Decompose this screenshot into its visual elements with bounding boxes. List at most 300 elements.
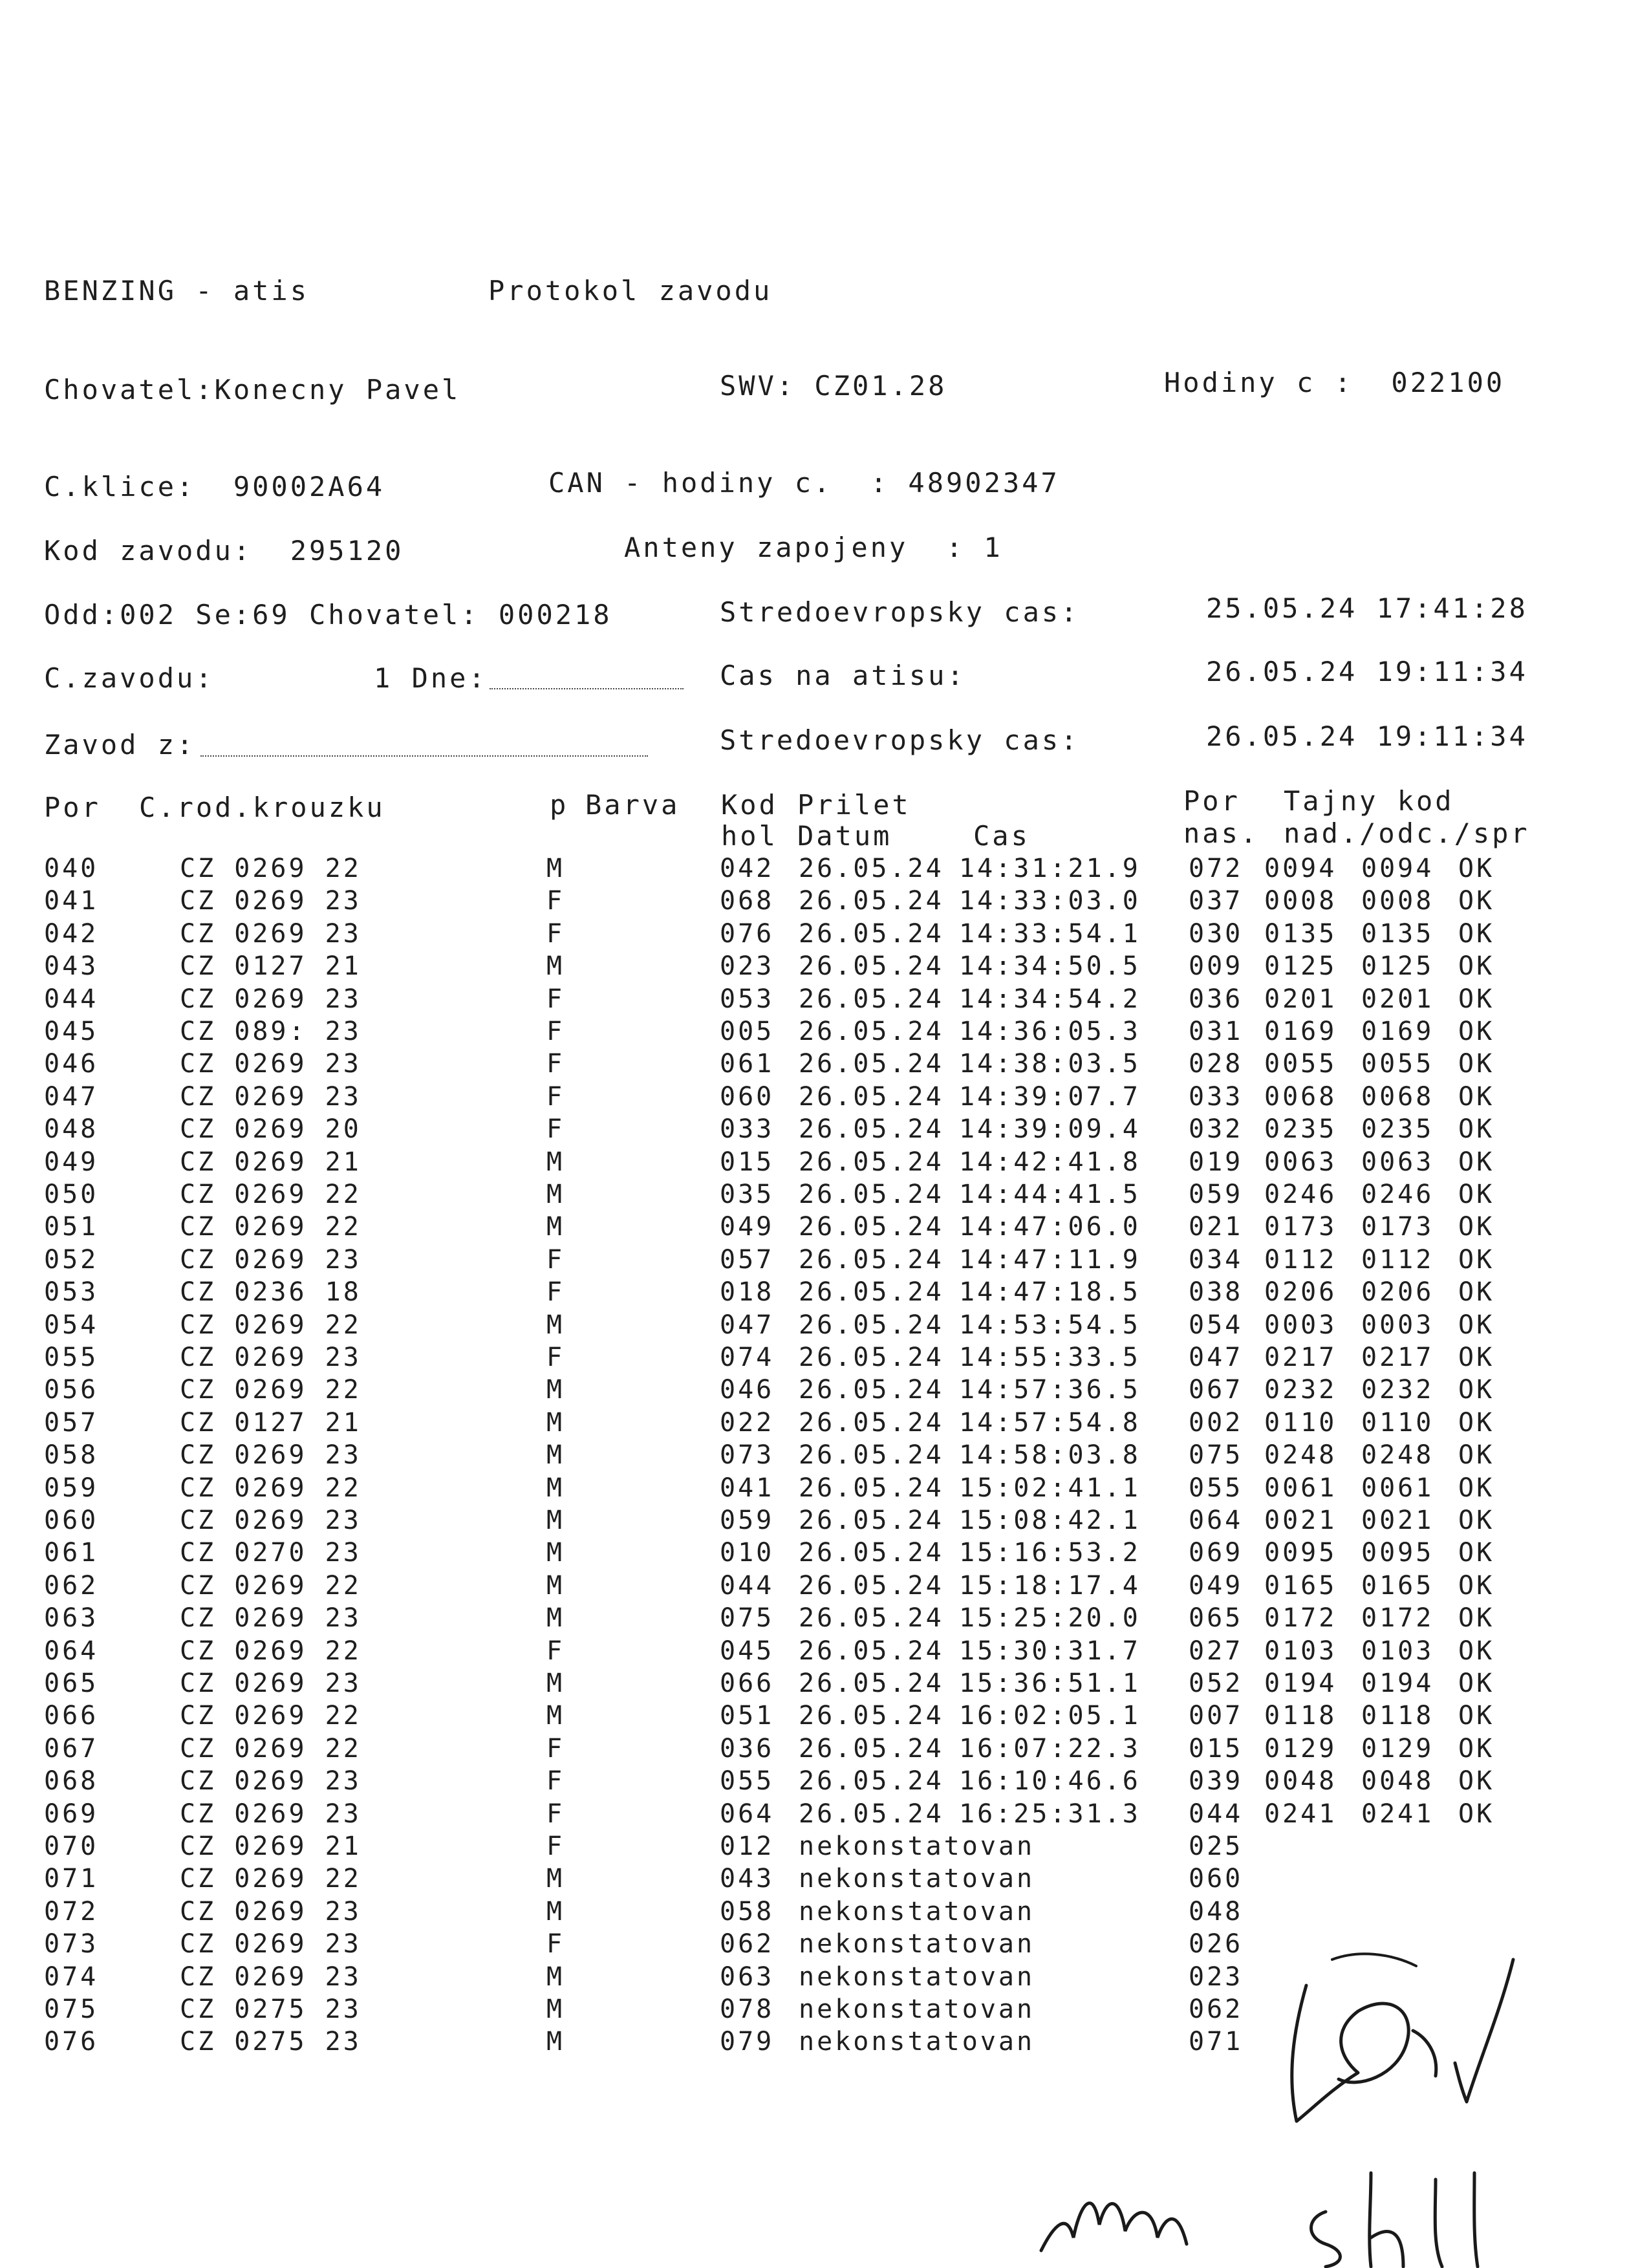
cell-nas: 075 — [1189, 1440, 1244, 1471]
cell-odc: 0217 — [1361, 1343, 1434, 1372]
cell-por: 046 — [44, 1049, 99, 1079]
cell-sex: M — [546, 1669, 565, 1698]
cell-spr: OK — [1458, 1180, 1495, 1209]
cell-por: 044 — [44, 984, 99, 1014]
cell-nas: 033 — [1189, 1081, 1244, 1112]
cell-ring: CZ 0269 20 — [180, 1114, 361, 1145]
cell-date: 26.05.24 — [799, 1343, 944, 1372]
cell-nad: 0112 — [1264, 1244, 1337, 1275]
cell-sex: F — [546, 918, 565, 949]
cell-time: 15:02:41.1 — [959, 1473, 1141, 1503]
cell-sex: M — [546, 1864, 565, 1894]
cell-sex: F — [546, 1049, 565, 1079]
cell-sex: M — [546, 1701, 565, 1731]
cell-time: 14:47:11.9 — [959, 1244, 1141, 1275]
cell-spr: OK — [1458, 1538, 1495, 1568]
cell-kod: 015 — [720, 1147, 775, 1177]
cell-time: 14:33:54.1 — [959, 918, 1141, 949]
cell-date: nekonstatovan — [799, 1929, 1035, 1960]
cell-kod: 060 — [720, 1081, 775, 1112]
cell-ring: CZ 0269 23 — [180, 1669, 361, 1698]
cell-date: 26.05.24 — [799, 854, 944, 883]
cell-date: nekonstatovan — [799, 1994, 1035, 2024]
column-header-ring: C.rod.krouzku — [139, 792, 385, 823]
cell-ring: CZ 0269 23 — [180, 1929, 361, 1960]
cell-date: 26.05.24 — [799, 1017, 944, 1046]
cell-kod: 018 — [720, 1277, 775, 1308]
cell-spr: OK — [1458, 1733, 1495, 1764]
cell-nad: 0068 — [1264, 1081, 1337, 1112]
race-from-label: Zavod z: — [44, 729, 196, 761]
cell-ring: CZ 0269 23 — [180, 1766, 361, 1797]
cell-odc: 0194 — [1361, 1669, 1434, 1698]
cell-time: 14:57:36.5 — [959, 1375, 1141, 1405]
cell-time: 15:18:17.4 — [959, 1570, 1141, 1601]
cell-date: 26.05.24 — [799, 886, 944, 916]
cell-por: 040 — [44, 854, 99, 883]
cell-sex: F — [546, 1081, 565, 1112]
cell-odc: 0201 — [1361, 984, 1434, 1014]
cell-sex: F — [546, 1636, 565, 1666]
cell-sex: M — [546, 1603, 565, 1634]
cell-time: 15:08:42.1 — [959, 1506, 1141, 1535]
cell-nas: 026 — [1189, 1929, 1244, 1960]
cell-spr: OK — [1458, 1798, 1495, 1829]
cell-por: 064 — [44, 1636, 99, 1666]
cell-nas: 071 — [1189, 2027, 1244, 2057]
cell-ring: CZ 0269 23 — [180, 1603, 361, 1634]
cell-ring: CZ 0269 21 — [180, 1831, 361, 1861]
cell-nad: 0194 — [1264, 1669, 1337, 1698]
cell-por: 054 — [44, 1310, 99, 1340]
cell-sex: F — [546, 1831, 565, 1861]
column-header-por-nas: nas. — [1183, 817, 1260, 849]
cell-odc: 0061 — [1361, 1473, 1434, 1503]
cell-ring: CZ 0269 22 — [180, 1733, 361, 1764]
cell-odc: 0110 — [1361, 1407, 1434, 1438]
cell-odc: 0112 — [1361, 1244, 1434, 1275]
cet-label-start: Stredoevropsky cas: — [720, 596, 1080, 628]
cell-date: 26.05.24 — [799, 1603, 944, 1634]
cell-por: 063 — [44, 1603, 99, 1634]
cell-por: 076 — [44, 2027, 99, 2057]
breeder-name: Chovatel:Konecny Pavel — [44, 374, 461, 405]
cell-por: 057 — [44, 1407, 99, 1438]
column-header-secret: Tajny kod — [1284, 785, 1454, 817]
cell-odc: 0118 — [1361, 1701, 1434, 1731]
cell-nad: 0048 — [1264, 1766, 1337, 1797]
cell-kod: 036 — [720, 1733, 775, 1764]
cell-kod: 064 — [720, 1798, 775, 1829]
cell-odc: 0003 — [1361, 1310, 1434, 1340]
cell-time: 14:31:21.9 — [959, 854, 1141, 883]
cell-date: 26.05.24 — [799, 1147, 944, 1177]
cell-nad: 0169 — [1264, 1017, 1337, 1046]
cell-date: nekonstatovan — [799, 1961, 1035, 1992]
cell-por: 062 — [44, 1570, 99, 1601]
cell-kod: 005 — [720, 1017, 775, 1046]
cell-kod: 047 — [720, 1310, 775, 1340]
cell-kod: 073 — [720, 1440, 775, 1471]
cell-ring: CZ 0269 22 — [180, 1473, 361, 1503]
cell-kod: 078 — [720, 1994, 775, 2024]
cell-spr: OK — [1458, 1049, 1495, 1079]
cell-por: 059 — [44, 1473, 99, 1503]
cell-spr: OK — [1458, 1603, 1495, 1634]
cell-por: 068 — [44, 1766, 99, 1797]
cell-sex: F — [546, 984, 565, 1014]
cell-nas: 067 — [1189, 1375, 1244, 1405]
cell-date: 26.05.24 — [799, 1766, 944, 1797]
cell-date: nekonstatovan — [799, 1831, 1035, 1861]
cell-nad: 0129 — [1264, 1733, 1337, 1764]
cell-sex: M — [546, 1440, 565, 1471]
cell-spr: OK — [1458, 1147, 1495, 1177]
cell-nad: 0135 — [1264, 918, 1337, 949]
cell-sex: F — [546, 1114, 565, 1145]
cell-time: 16:02:05.1 — [959, 1701, 1141, 1731]
cell-ring: CZ 0127 21 — [180, 1407, 361, 1438]
cell-ring: CZ 0269 23 — [180, 1961, 361, 1992]
cell-ring: CZ 0127 21 — [180, 951, 361, 982]
clock-number: Hodiny c : 022100 — [1164, 367, 1505, 398]
cell-date: 26.05.24 — [799, 1636, 944, 1666]
cell-spr: OK — [1458, 1570, 1495, 1601]
cell-ring: CZ 0269 23 — [180, 918, 361, 949]
cell-nad: 0110 — [1264, 1407, 1337, 1438]
cell-time: 16:25:31.3 — [959, 1798, 1141, 1829]
cell-date: 26.05.24 — [799, 1375, 944, 1405]
cell-ring: CZ 0269 23 — [180, 1798, 361, 1829]
signature-lower — [1022, 2160, 1604, 2268]
column-header-kod-hol: hol — [721, 820, 778, 852]
cell-sex: M — [546, 1310, 565, 1340]
cell-nas: 007 — [1189, 1701, 1244, 1731]
cell-odc: 0021 — [1361, 1506, 1434, 1535]
cell-ring: CZ 0269 22 — [180, 1864, 361, 1894]
cell-nas: 034 — [1189, 1244, 1244, 1275]
cell-por: 043 — [44, 951, 99, 982]
cell-por: 069 — [44, 1798, 99, 1829]
cell-nas: 009 — [1189, 951, 1244, 982]
cell-sex: F — [546, 1798, 565, 1829]
cell-odc: 0048 — [1361, 1766, 1434, 1797]
cell-por: 049 — [44, 1147, 99, 1177]
cell-nad: 0246 — [1264, 1180, 1337, 1209]
cell-odc: 0172 — [1361, 1603, 1434, 1634]
column-header-color: Barva — [585, 789, 680, 821]
cell-date: nekonstatovan — [799, 1864, 1035, 1894]
cell-nad: 0021 — [1264, 1506, 1337, 1535]
cell-ring: CZ 0269 23 — [180, 1244, 361, 1275]
signature-upper — [1261, 1940, 1533, 2154]
cell-time: 14:34:54.2 — [959, 984, 1141, 1014]
cell-nad: 0172 — [1264, 1603, 1337, 1634]
cell-kod: 066 — [720, 1669, 775, 1698]
cell-date: 26.05.24 — [799, 1212, 944, 1242]
cell-spr: OK — [1458, 1277, 1495, 1308]
cell-date: 26.05.24 — [799, 1114, 944, 1145]
key-number: C.klice: 90002A64 — [44, 471, 385, 502]
column-header-cas: Cas — [973, 820, 1030, 852]
cell-sex: F — [546, 1929, 565, 1960]
cell-por: 045 — [44, 1017, 99, 1046]
cell-por: 055 — [44, 1343, 99, 1372]
cell-por: 053 — [44, 1277, 99, 1308]
cell-spr: OK — [1458, 1343, 1495, 1372]
cell-odc: 0135 — [1361, 918, 1434, 949]
cell-por: 060 — [44, 1506, 99, 1535]
cell-spr: OK — [1458, 918, 1495, 949]
cell-sex: F — [546, 886, 565, 916]
cell-nas: 044 — [1189, 1798, 1244, 1829]
cell-kod: 035 — [720, 1180, 775, 1209]
cell-time: 15:36:51.1 — [959, 1669, 1141, 1698]
cell-kod: 079 — [720, 2027, 775, 2057]
cell-kod: 058 — [720, 1896, 775, 1927]
cell-por: 041 — [44, 886, 99, 916]
cell-spr: OK — [1458, 1375, 1495, 1405]
cell-nad: 0201 — [1264, 984, 1337, 1014]
cell-nas: 002 — [1189, 1407, 1244, 1438]
cell-por: 061 — [44, 1538, 99, 1568]
cell-date: 26.05.24 — [799, 918, 944, 949]
cell-kod: 057 — [720, 1244, 775, 1275]
cell-odc: 0241 — [1361, 1798, 1434, 1829]
cell-por: 074 — [44, 1961, 99, 1992]
cell-nad: 0206 — [1264, 1277, 1337, 1308]
atis-time-value: 26.05.24 19:11:34 — [1206, 656, 1528, 687]
cell-odc: 0173 — [1361, 1212, 1434, 1242]
cell-sex: M — [546, 951, 565, 982]
cell-date: nekonstatovan — [799, 1896, 1035, 1927]
cell-time: 14:36:05.3 — [959, 1017, 1141, 1046]
cell-date: 26.05.24 — [799, 1733, 944, 1764]
cell-time: 15:25:20.0 — [959, 1603, 1141, 1634]
cell-nas: 072 — [1189, 854, 1244, 883]
cell-odc: 0068 — [1361, 1081, 1434, 1112]
cell-sex: M — [546, 1570, 565, 1601]
cell-ring: CZ 0269 22 — [180, 1180, 361, 1209]
cell-sex: F — [546, 1017, 565, 1046]
cell-odc: 0129 — [1361, 1733, 1434, 1764]
cell-ring: CZ 0269 23 — [180, 1440, 361, 1471]
cell-date: 26.05.24 — [799, 1798, 944, 1829]
cell-time: 14:47:18.5 — [959, 1277, 1141, 1308]
column-header-sex: p — [550, 789, 569, 821]
cell-date: 26.05.24 — [799, 1081, 944, 1112]
cell-ring: CZ 0269 22 — [180, 1701, 361, 1731]
cell-sex: M — [546, 1538, 565, 1568]
cell-date: 26.05.24 — [799, 1180, 944, 1209]
cell-ring: CZ 0269 23 — [180, 984, 361, 1014]
cell-nas: 021 — [1189, 1212, 1244, 1242]
cell-por: 048 — [44, 1114, 99, 1145]
cell-kod: 023 — [720, 951, 775, 982]
cell-sex: M — [546, 1896, 565, 1927]
cell-nad: 0061 — [1264, 1473, 1337, 1503]
cell-odc: 0169 — [1361, 1017, 1434, 1046]
cell-sex: F — [546, 1766, 565, 1797]
cell-por: 072 — [44, 1896, 99, 1927]
cell-kod: 012 — [720, 1831, 775, 1861]
cell-nas: 060 — [1189, 1864, 1244, 1894]
cell-sex: M — [546, 1180, 565, 1209]
cell-sex: M — [546, 1473, 565, 1503]
cell-odc: 0103 — [1361, 1636, 1434, 1666]
cell-nad: 0008 — [1264, 886, 1337, 916]
cell-por: 067 — [44, 1733, 99, 1764]
cell-nas: 028 — [1189, 1049, 1244, 1079]
cell-spr: OK — [1458, 1473, 1495, 1503]
cell-nas: 064 — [1189, 1506, 1244, 1535]
program-name: BENZING - atis — [44, 275, 310, 307]
cell-nad: 0118 — [1264, 1701, 1337, 1731]
cell-date: 26.05.24 — [799, 1538, 944, 1568]
race-number-label: C.zavodu: — [44, 662, 215, 694]
cell-time: 16:07:22.3 — [959, 1733, 1141, 1764]
cell-nad: 0165 — [1264, 1570, 1337, 1601]
cell-odc: 0063 — [1361, 1147, 1434, 1177]
cell-ring: CZ 0269 23 — [180, 1081, 361, 1112]
cell-sex: M — [546, 1147, 565, 1177]
cell-nas: 027 — [1189, 1636, 1244, 1666]
cell-nad: 0063 — [1264, 1147, 1337, 1177]
cell-nas: 037 — [1189, 886, 1244, 916]
cell-spr: OK — [1458, 1669, 1495, 1698]
cell-time: 14:57:54.8 — [959, 1407, 1141, 1438]
cell-kod: 044 — [720, 1570, 775, 1601]
cell-nas: 065 — [1189, 1603, 1244, 1634]
section-line: Odd:002 Se:69 Chovatel: 000218 — [44, 599, 612, 631]
cell-sex: M — [546, 1506, 565, 1535]
cell-por: 042 — [44, 918, 99, 949]
cell-ring: CZ 0269 23 — [180, 1049, 361, 1079]
cell-nas: 055 — [1189, 1473, 1244, 1503]
can-clock-number: CAN - hodiny c. : 48902347 — [548, 467, 1060, 499]
cell-nas: 036 — [1189, 984, 1244, 1014]
cell-spr: OK — [1458, 1506, 1495, 1535]
cell-kod: 068 — [720, 886, 775, 916]
cell-ring: CZ 0275 23 — [180, 2027, 361, 2057]
cell-kod: 010 — [720, 1538, 775, 1568]
cell-odc: 0055 — [1361, 1049, 1434, 1079]
cell-date: 26.05.24 — [799, 1506, 944, 1535]
cell-spr: OK — [1458, 1017, 1495, 1046]
cell-kod: 059 — [720, 1506, 775, 1535]
race-number-value: 1 Dne: — [374, 662, 488, 694]
cell-date: 26.05.24 — [799, 1669, 944, 1698]
cell-kod: 074 — [720, 1343, 775, 1372]
cell-spr: OK — [1458, 1766, 1495, 1797]
cet-label-end: Stredoevropsky cas: — [720, 724, 1080, 756]
cell-odc: 0095 — [1361, 1538, 1434, 1568]
cell-time: 16:10:46.6 — [959, 1766, 1141, 1797]
cell-ring: CZ 0269 22 — [180, 1570, 361, 1601]
cell-time: 14:34:50.5 — [959, 951, 1141, 982]
race-from-blank — [200, 755, 648, 757]
cell-por: 073 — [44, 1929, 99, 1960]
cell-date: 26.05.24 — [799, 984, 944, 1014]
cell-nad: 0235 — [1264, 1114, 1337, 1145]
cell-ring: CZ 0269 22 — [180, 1636, 361, 1666]
cell-ring: CZ 0270 23 — [180, 1538, 361, 1568]
cell-sex: M — [546, 1961, 565, 1992]
cell-por: 065 — [44, 1669, 99, 1698]
cell-ring: CZ 0269 23 — [180, 1896, 361, 1927]
cell-odc: 0246 — [1361, 1180, 1434, 1209]
cell-nad: 0103 — [1264, 1636, 1337, 1666]
cell-odc: 0248 — [1361, 1440, 1434, 1471]
cell-kod: 045 — [720, 1636, 775, 1666]
cet-value-start: 25.05.24 17:41:28 — [1206, 592, 1528, 624]
cell-sex: M — [546, 854, 565, 883]
cell-spr: OK — [1458, 951, 1495, 982]
cell-por: 070 — [44, 1831, 99, 1861]
document-title: Protokol zavodu — [488, 275, 773, 307]
cell-nas: 059 — [1189, 1180, 1244, 1209]
cell-nad: 0232 — [1264, 1375, 1337, 1405]
cell-date: 26.05.24 — [799, 1310, 944, 1340]
cell-date: 26.05.24 — [799, 1407, 944, 1438]
cell-nad: 0125 — [1264, 951, 1337, 982]
cell-nad: 0217 — [1264, 1343, 1337, 1372]
cell-odc: 0125 — [1361, 951, 1434, 982]
cell-nas: 048 — [1189, 1896, 1244, 1927]
cell-kod: 041 — [720, 1473, 775, 1503]
cell-time: 15:16:53.2 — [959, 1538, 1141, 1568]
cell-time: 14:53:54.5 — [959, 1310, 1141, 1340]
cell-nas: 047 — [1189, 1343, 1244, 1372]
cell-kod: 043 — [720, 1864, 775, 1894]
cell-spr: OK — [1458, 1407, 1495, 1438]
cell-sex: M — [546, 1994, 565, 2024]
cell-spr: OK — [1458, 1244, 1495, 1275]
cell-ring: CZ 0275 23 — [180, 1994, 361, 2024]
cell-kod: 061 — [720, 1049, 775, 1079]
cell-sex: F — [546, 1343, 565, 1372]
cell-time: 14:42:41.8 — [959, 1147, 1141, 1177]
column-header-secret-sub: nad./odc./spr — [1284, 817, 1530, 849]
cell-spr: OK — [1458, 854, 1495, 883]
column-header-prilet: Prilet — [797, 789, 911, 821]
cell-nas: 039 — [1189, 1766, 1244, 1797]
cell-por: 047 — [44, 1081, 99, 1112]
cell-kod: 033 — [720, 1114, 775, 1145]
cell-time: 14:39:07.7 — [959, 1081, 1141, 1112]
cet-value-end: 26.05.24 19:11:34 — [1206, 720, 1528, 752]
cell-ring: CZ 0269 23 — [180, 886, 361, 916]
software-version: SWV: CZ01.28 — [720, 370, 947, 402]
column-header-kod: Kod — [721, 789, 778, 821]
cell-por: 056 — [44, 1375, 99, 1405]
cell-sex: M — [546, 1212, 565, 1242]
race-code: Kod zavodu: 295120 — [44, 535, 404, 567]
atis-time-label: Cas na atisu: — [720, 660, 966, 691]
cell-nas: 031 — [1189, 1017, 1244, 1046]
cell-nas: 023 — [1189, 1961, 1244, 1992]
cell-odc: 0235 — [1361, 1114, 1434, 1145]
cell-kod: 062 — [720, 1929, 775, 1960]
cell-time: 14:33:03.0 — [959, 886, 1141, 916]
cell-odc: 0165 — [1361, 1570, 1434, 1601]
cell-kod: 063 — [720, 1961, 775, 1992]
cell-ring: CZ 0236 18 — [180, 1277, 361, 1308]
cell-ring: CZ 0269 23 — [180, 1506, 361, 1535]
cell-date: 26.05.24 — [799, 1570, 944, 1601]
cell-kod: 053 — [720, 984, 775, 1014]
cell-kod: 075 — [720, 1603, 775, 1634]
